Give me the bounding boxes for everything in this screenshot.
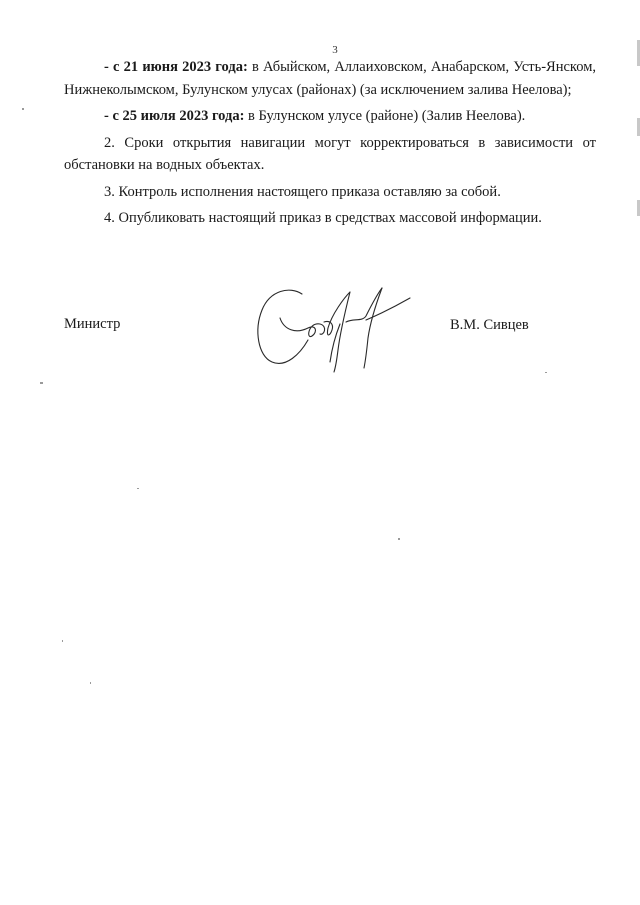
paragraph-item-4 <box>64 207 596 230</box>
paragraph-text: 4. Опубликовать настоящий приказ в средствах массовой информации. <box>104 210 542 226</box>
paragraph-text: в Абыйском, Аллаиховском, Анабарском, Усть-Янском, Нижнеколымском, Булунском улусах (районах) (за исключением залива Неелова); <box>64 59 596 98</box>
paragraph-schedule-july <box>64 105 596 128</box>
handwritten-signature <box>250 278 420 378</box>
paragraph-item-2 <box>64 132 596 177</box>
page-number: 3 <box>332 44 338 56</box>
paragraph-date-label: - с 21 июня 2023 года: <box>104 59 248 75</box>
scan-speck <box>137 488 139 489</box>
paragraph-item-3 <box>64 181 596 204</box>
scan-speck <box>40 382 43 384</box>
signer-name: В.М. Сивцев <box>450 317 529 333</box>
scan-speck <box>90 682 91 684</box>
paragraph-date-label: - с 25 июля 2023 года: <box>104 108 245 124</box>
scan-speck <box>398 538 400 540</box>
scan-speck <box>545 372 547 373</box>
scan-speck <box>62 640 63 642</box>
position-title: Министр <box>64 316 121 332</box>
paragraph-schedule-june <box>64 56 596 101</box>
paragraph-text: 2. Сроки открытия навигации могут корректироваться в зависимости от обстановки на водных объектах. <box>64 134 596 173</box>
document-body <box>64 56 596 234</box>
scan-speck <box>22 108 24 110</box>
paragraph-text: в Булунском улусе (районе) (Залив Неелова). <box>244 108 526 124</box>
paragraph-text: 3. Контроль исполнения настоящего приказа оставляю за собой. <box>104 183 501 200</box>
